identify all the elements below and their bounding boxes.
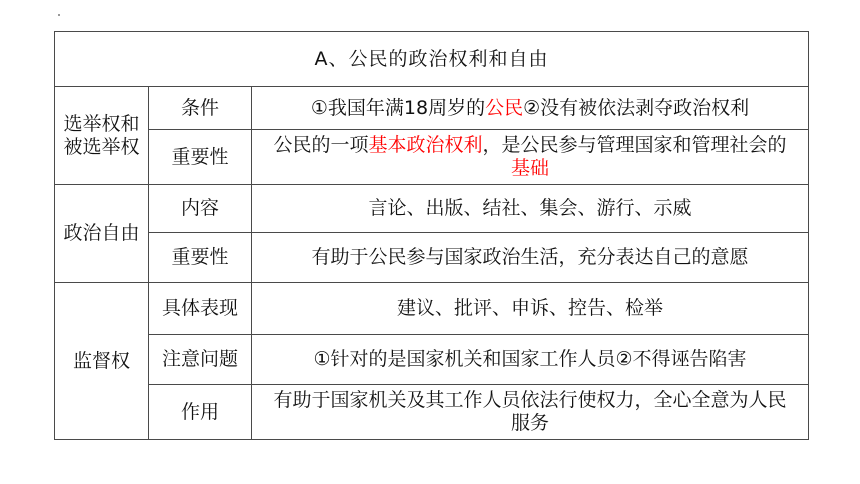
highlight-text: 基本政治权利 [368, 134, 483, 156]
row-label: 重要性 [149, 130, 252, 185]
rights-table [54, 31, 809, 440]
category-line: 被选举权 [63, 135, 140, 158]
table-row [55, 335, 809, 385]
decorative-dot [58, 14, 60, 16]
table-row [55, 385, 809, 440]
row-label: 内容 [149, 185, 252, 233]
table-row [55, 130, 809, 185]
content-text: ①我国年满18周岁的 [310, 96, 486, 119]
category-cell-election-rights [55, 87, 149, 185]
row-label: 具体表现 [149, 283, 252, 335]
row-label: 条件 [149, 87, 252, 130]
row-label: 重要性 [149, 233, 252, 283]
table-row [55, 233, 809, 283]
title-row [55, 32, 809, 87]
row-content: 有助于国家机关及其工作人员依法行使权力，全心全意为人民服务 [252, 385, 809, 440]
table-title: A、公民的政治权利和自由 [55, 32, 809, 87]
row-content [252, 87, 809, 130]
row-content: 言论、出版、结社、集会、游行、示威 [252, 185, 809, 233]
category-cell-political-freedom: 政治自由 [55, 185, 149, 283]
table-row [55, 87, 809, 130]
category-line: 选举权和 [63, 112, 140, 135]
highlight-text: 基础 [511, 157, 550, 179]
category-cell-supervision-rights: 监督权 [55, 283, 149, 440]
content-text: 公民的一项 [273, 134, 369, 156]
table-row [55, 185, 809, 233]
row-content: ①针对的是国家机关和国家工作人员②不得诬告陷害 [252, 335, 809, 385]
content-text: ②没有被依法剥夺政治权利 [523, 96, 750, 119]
row-content: 建议、批评、申诉、控告、检举 [252, 283, 809, 335]
row-label: 作用 [149, 385, 252, 440]
row-content [252, 130, 809, 185]
table-row [55, 283, 809, 335]
row-content: 有助于公民参与国家政治生活，充分表达自己的意愿 [252, 233, 809, 283]
content-text: ，是公民参与管理国家和管理社会的 [482, 134, 787, 156]
row-label: 注意问题 [149, 335, 252, 385]
highlight-text: 公民 [485, 96, 524, 119]
